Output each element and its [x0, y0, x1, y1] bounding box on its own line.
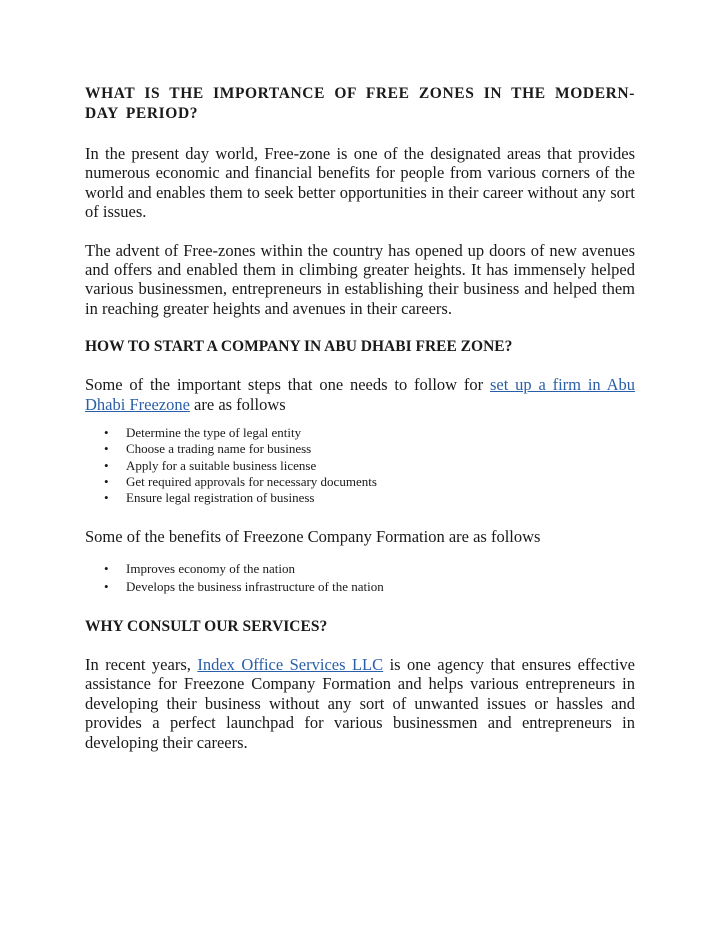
bullet-icon: • — [104, 457, 109, 473]
list-item — [85, 425, 635, 441]
list-item — [85, 490, 635, 506]
bullet-icon: • — [104, 441, 109, 457]
list-item — [85, 474, 635, 490]
document-page — [85, 84, 635, 752]
bullet-icon: • — [104, 425, 109, 441]
index-office-services-link[interactable]: Index Office Services LLC — [197, 654, 384, 674]
paragraph-free-zone-advent: The advent of Free-zones within the country has opened up doors of new avenues and offers and enabled them in climbing greater heights. It has immensely helped various businessmen, entrepreneurs in establishing their business and helped them in reaching greater heights and avenues in their careers. — [85, 240, 635, 318]
bullet-icon: • — [104, 473, 109, 489]
setup-firm-link[interactable]: set up a firm in Abu Dhabi Freezone — [85, 375, 635, 414]
list-item — [85, 441, 635, 457]
paragraph-benefits-intro: Some of the benefits of Freezone Company Formation are as follows — [85, 526, 541, 546]
consult-text-body: is one agency that ensures effective assistance for Freezone Company Formation and helps various entrepreneurs in developing their business without any sort of unwanted issues or hassles and provides a perfect launchpad for various businessmen and entrepreneurs in developing their careers. — [85, 654, 635, 752]
list-item-text: Ensure legal registration of business — [126, 490, 315, 506]
list-item — [85, 560, 635, 579]
paragraph-consult-services — [85, 655, 635, 752]
list-item — [85, 578, 635, 597]
bullet-icon: • — [104, 490, 109, 506]
steps-intro-suffix: are as follows — [189, 394, 286, 414]
paragraph-steps-intro — [85, 375, 635, 414]
bullet-icon: • — [104, 560, 109, 576]
list-item-text: Improves economy of the nation — [126, 560, 295, 576]
list-item-text: Apply for a suitable business license — [126, 457, 317, 473]
list-item-text: Determine the type of legal entity — [126, 425, 302, 441]
bullet-icon: • — [104, 579, 109, 595]
heading-why-consult: WHY CONSULT OUR SERVICES? — [85, 617, 328, 635]
list-item-text: Choose a trading name for business — [126, 441, 312, 457]
benefits-list — [85, 560, 635, 597]
heading-start-company: HOW TO START A COMPANY IN ABU DHABI FREE ZONE? — [85, 338, 513, 356]
steps-list — [85, 425, 635, 506]
paragraph-free-zone-intro: In the present day world, Free-zone is one of the designated areas that provides numerous economic and financial benefits for people from various corners of the world and enables them to seek better opportunities in their career without any sort of issues. — [85, 144, 635, 222]
consult-text-prefix: In recent years, — [85, 654, 198, 674]
list-item-text: Develops the business infrastructure of the nation — [126, 579, 384, 595]
heading-free-zones-importance: WHAT IS THE IMPORTANCE OF FREE ZONES IN THE MODERN-DAY PERIOD? — [85, 85, 635, 122]
steps-intro-text: Some of the important steps that one needs to follow for — [85, 375, 490, 395]
list-item-text: Get required approvals for necessary documents — [126, 473, 377, 489]
list-item — [85, 458, 635, 474]
